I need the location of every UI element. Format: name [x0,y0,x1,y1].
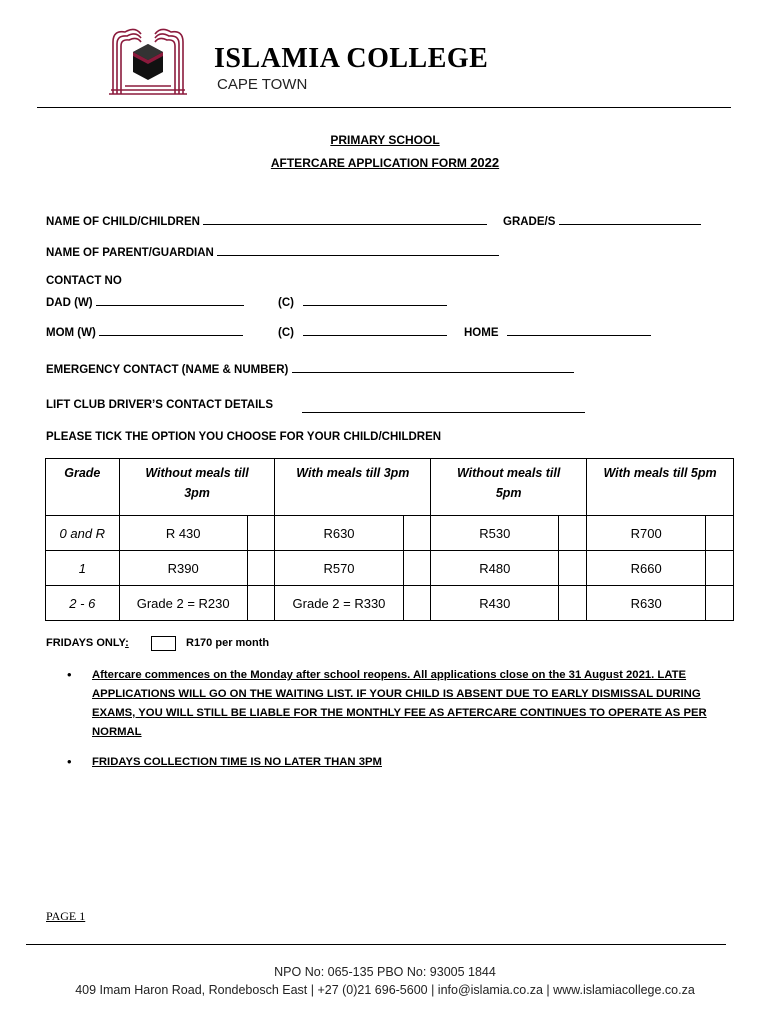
fee-cell: Grade 2 = R330 [275,586,403,621]
header-divider [37,107,731,108]
tick-box[interactable] [559,516,587,551]
dad-cell-label: (C) [278,297,294,309]
footer-contact: 409 Imam Haron Road, Rondebosch East | +27 (0)21 696-5600 | info@islamia.co.za | www.islamiacollege.co.za [75,983,695,997]
tick-box[interactable] [247,551,275,586]
header-grade: Grade [46,459,120,516]
header-without-meals-3pm [119,459,275,516]
child-name-label: NAME OF CHILD/CHILDREN [46,216,200,228]
dad-cell-field[interactable] [303,294,447,306]
note-aftercare-commences: Aftercare commences on the Monday after school reopens. All applications close on the 31 August 2021. LATE APPLICATIONS WILL GO ON THE WAITING LIST. IF YOUR CHILD IS ABSENT DUE TO EARLY DISMISSAL DURING EXAMS, YOU WILL STILL BE LIABLE FOR THE MONTHLY FEE AS AFTERCARE CONTINUES TO OPERATE AS PER NORMAL [92,669,707,738]
lift-club-field[interactable] [302,401,585,413]
home-field[interactable] [507,324,651,336]
dad-work-row [46,294,244,309]
header-col3-line2: 5pm [495,486,522,500]
emergency-label: EMERGENCY CONTACT (NAME & NUMBER) [46,364,289,376]
mom-work-label: MOM (W) [46,327,96,339]
dad-work-field[interactable] [96,294,244,306]
fee-cell: R570 [275,551,403,586]
fee-cell: R630 [275,516,403,551]
mom-work-row [46,324,243,339]
dad-work-label: DAD (W) [46,297,93,309]
form-year: 2022 [470,155,500,170]
fridays-only-checkbox[interactable] [151,636,176,651]
row-grade: 2 - 6 [46,586,120,621]
tick-box[interactable] [559,586,587,621]
fee-cell: R 430 [119,516,247,551]
parent-name-row [46,244,499,259]
tick-box[interactable] [706,551,734,586]
table-row [46,551,734,586]
tick-box[interactable] [706,516,734,551]
bullet-icon: • [67,667,72,682]
header-col1-line2: 3pm [184,486,210,500]
form-title-line2 [0,155,770,170]
tick-instruction: PLEASE TICK THE OPTION YOU CHOOSE FOR YOUR CHILD/CHILDREN [46,431,442,443]
page-number: PAGE 1 [46,909,86,923]
fee-cell: R390 [119,551,247,586]
tick-box[interactable] [403,551,431,586]
fee-cell: Grade 2 = R230 [119,586,247,621]
fee-cell: R430 [431,586,559,621]
fee-cell: R530 [431,516,559,551]
header-without-meals-5pm [431,459,587,516]
child-name-field[interactable] [203,213,487,225]
form-title-line1: PRIMARY SCHOOL [330,133,440,147]
tick-box[interactable] [247,516,275,551]
contact-no-label: CONTACT NO [46,275,122,287]
lift-club-label: LIFT CLUB DRIVER’S CONTACT DETAILS [46,399,274,411]
fridays-only-row [46,637,129,649]
grades-label: GRADE/S [503,216,556,228]
footer-divider [26,944,726,945]
tick-box[interactable] [706,586,734,621]
lift-club-row [302,400,585,418]
table-row [46,586,734,621]
tick-box[interactable] [403,586,431,621]
fridays-only-colon: : [125,637,129,649]
home-row [464,324,651,339]
note-fridays-collection: FRIDAYS COLLECTION TIME IS NO LATER THAN 3PM [92,756,382,768]
header-with-meals-3pm: With meals till 3pm [275,459,431,516]
mom-cell-row [278,324,447,339]
mom-work-field[interactable] [99,324,243,336]
fee-cell: R700 [587,516,706,551]
child-name-row [46,213,487,228]
fee-table-header-row [46,459,734,516]
fee-table [45,458,734,621]
tick-box[interactable] [559,551,587,586]
fridays-only-label: FRIDAYS ONLY [46,637,126,649]
tick-box[interactable] [403,516,431,551]
home-label: HOME [464,327,499,339]
dad-cell-row [278,294,447,309]
header-col3-line1: Without meals till [456,466,561,480]
grades-row [503,213,701,228]
table-row [46,516,734,551]
bullet-icon: • [67,754,72,769]
fee-cell: R660 [587,551,706,586]
mom-cell-field[interactable] [303,324,447,336]
row-grade: 0 and R [46,516,120,551]
header-col1-line1: Without meals till [145,466,249,480]
school-name: ISLAMIA COLLEGE [214,43,489,74]
parent-name-field[interactable] [217,244,499,256]
grades-field[interactable] [559,213,701,225]
parent-name-label: NAME OF PARENT/GUARDIAN [46,247,214,259]
tick-box[interactable] [247,586,275,621]
islamia-college-logo [107,24,189,96]
fee-cell: R630 [587,586,706,621]
emergency-row [46,361,574,376]
fee-cell: R480 [431,551,559,586]
row-grade: 1 [46,551,120,586]
emergency-field[interactable] [292,361,574,373]
form-title-text: AFTERCARE APPLICATION FORM [270,156,467,170]
fridays-only-price: R170 per month [186,637,270,649]
mom-cell-label: (C) [278,327,294,339]
school-city: CAPE TOWN [217,76,308,93]
footer-registration: NPO No: 065-135 PBO No: 93005 1844 [274,965,496,979]
header-with-meals-5pm: With meals till 5pm [587,459,734,516]
